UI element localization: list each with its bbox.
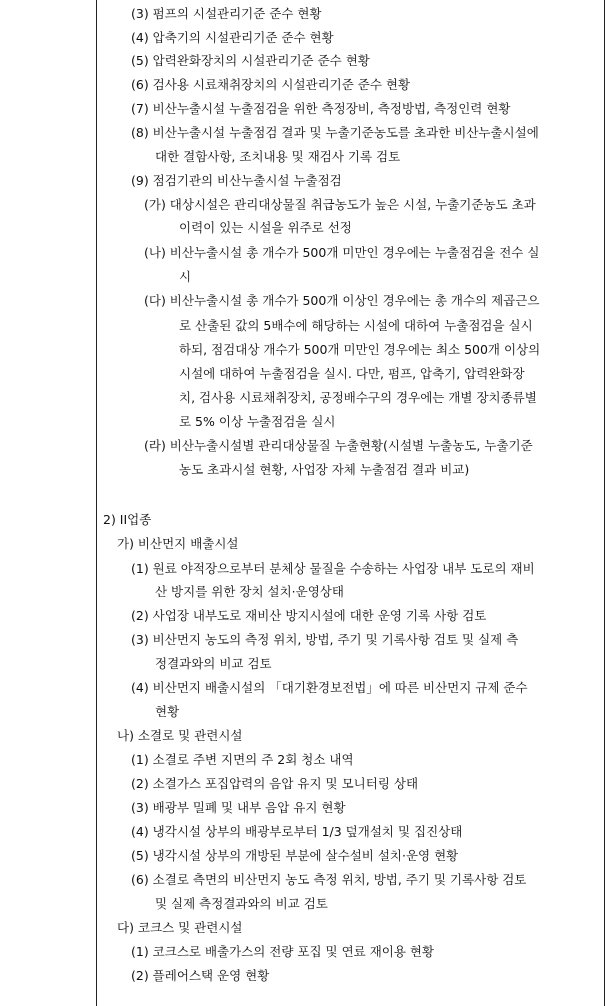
table-right-border bbox=[604, 0, 605, 1006]
subsection-heading: 다) 코크스 및 관련시설 bbox=[117, 920, 243, 935]
text-line: (9) 점검기관의 비산누출시설 누출점검 bbox=[131, 173, 342, 188]
text-line: (가) 대상시설은 관리대상물질 취급농도가 높은 시설, 누출기준농도 초과 bbox=[144, 197, 536, 212]
text-line: (8) 비산누출시설 누출점검 결과 및 누출기준농도를 초과한 비산누출시설에 bbox=[131, 125, 539, 140]
text-line: (4) 압축기의 시설관리기준 준수 현황 bbox=[131, 30, 334, 45]
text-line: 시설에 대하여 누출점검을 실시. 다만, 펌프, 압축기, 압력완화장 bbox=[179, 366, 525, 381]
text-line: (6) 검사용 시료채취장치의 시설관리기준 준수 현황 bbox=[131, 77, 411, 92]
text-line: (다) 비산누출시설 총 개수가 500개 이상인 경우에는 총 개수의 제곱근으 bbox=[144, 293, 540, 308]
text-line: (5) 냉각시설 상부의 개방된 부분에 살수설비 설치·운영 현황 bbox=[131, 848, 459, 863]
text-line: 및 실제 측정결과와의 비교 검토 bbox=[155, 896, 328, 911]
text-line: 시 bbox=[179, 269, 192, 284]
text-line: 정결과와의 비교 검토 bbox=[155, 656, 272, 671]
text-line: 대한 결함사항, 조치내용 및 재검사 기록 검토 bbox=[155, 149, 401, 164]
text-line: (2) 플레어스택 운영 현황 bbox=[131, 968, 270, 983]
text-line: 농도 초과시설 현황, 사업장 자체 누출점검 결과 비교) bbox=[179, 462, 470, 477]
text-line: 로 5% 이상 누출점검을 실시 bbox=[179, 414, 336, 429]
text-line: (1) 코크스로 배출가스의 전량 포집 및 연료 재이용 현황 bbox=[131, 944, 435, 959]
text-line: 하되, 점검대상 개수가 500개 미만인 경우에는 최소 500개 이상의 bbox=[179, 342, 541, 357]
text-line: (5) 압력완화장치의 시설관리기준 준수 현황 bbox=[131, 53, 370, 68]
text-line: (1) 소결로 주변 지면의 주 2회 청소 내역 bbox=[131, 752, 354, 767]
text-line: (7) 비산누출시설 누출점검을 위한 측정장비, 측정방법, 측정인력 현황 bbox=[131, 101, 511, 116]
subsection-heading: 나) 소결로 및 관련시설 bbox=[117, 728, 243, 743]
text-line: (4) 비산먼지 배출시설의 「대기환경보전법」에 따른 비산먼지 규제 준수 bbox=[131, 680, 528, 695]
text-line: 이력이 있는 시설을 위주로 선정 bbox=[179, 220, 352, 235]
text-line: (2) 소결가스 포집압력의 음압 유지 및 모니터링 상태 bbox=[131, 776, 419, 791]
text-line: (4) 냉각시설 상부의 배광부로부터 1/3 덮개설치 및 집진상태 bbox=[131, 824, 463, 839]
text-line: 산 방지를 위한 장치 설치·운영상태 bbox=[155, 584, 344, 599]
subsection-heading: 가) 비산먼지 배출시설 bbox=[117, 536, 239, 551]
text-line: (1) 원료 야적장으로부터 분체상 물질을 수송하는 사업장 내부 도로의 재비 bbox=[131, 561, 535, 576]
text-line: (3) 펌프의 시설관리기준 준수 현황 bbox=[131, 6, 322, 21]
text-line: (2) 사업장 내부도로 재비산 방지시설에 대한 운영 기록 사항 검토 bbox=[131, 608, 487, 623]
text-line: (6) 소결로 측면의 비산먼지 농도 측정 위치, 방법, 주기 및 기록사항 검토 bbox=[131, 872, 527, 887]
text-line: 로 산출된 값의 5배수에 해당하는 시설에 대하여 누출점검을 실시 bbox=[179, 318, 533, 333]
text-line: (라) 비산누출시설별 관리대상물질 누출현황(시설별 누출농도, 누출기준 bbox=[144, 438, 533, 453]
text-line: (3) 배광부 밀폐 및 내부 음압 유지 현황 bbox=[131, 800, 346, 815]
text-line: (나) 비산누출시설 총 개수가 500개 미만인 경우에는 누출점검을 전수 실 bbox=[144, 245, 540, 260]
text-line: (3) 비산먼지 농도의 측정 위치, 방법, 주기 및 기록사항 검토 및 실제 측 bbox=[131, 632, 519, 647]
text-line: 치, 검사용 시료채취장치, 공정배수구의 경우에는 개별 장치종류별 bbox=[179, 390, 537, 405]
text-line: 현황 bbox=[155, 704, 180, 719]
table-left-border bbox=[96, 0, 97, 1006]
section-heading: 2) II업종 bbox=[103, 512, 152, 527]
